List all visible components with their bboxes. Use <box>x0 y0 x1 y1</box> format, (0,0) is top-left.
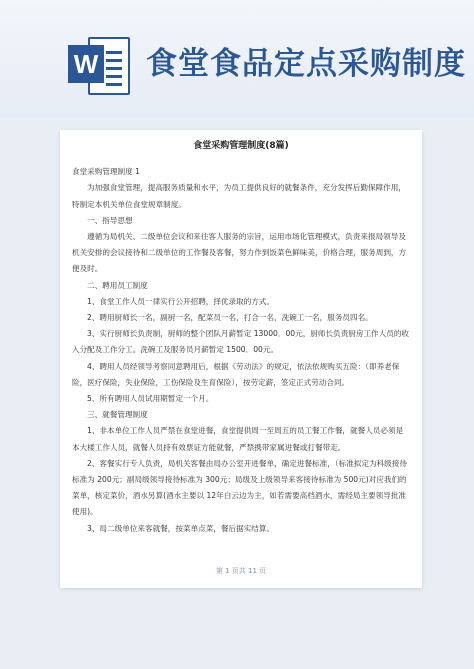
document-title: 食堂采购管理制度(8篇) <box>193 141 289 151</box>
banner-title: 食堂食品定点采购制度 <box>146 46 466 82</box>
header-banner <box>0 0 474 118</box>
word-badge: W <box>68 45 104 83</box>
section-heading: 三、就餐管理制度 <box>87 410 148 420</box>
section-heading: 一、指导思想 <box>87 215 133 225</box>
paragraph: 为加强食堂管理，提高服务质量和水平，为员工提供良好的就餐条件，充分发挥后勤保障作用，特制定本机关单位食堂规章制度。 <box>72 183 406 209</box>
paragraph: 3、局二级单位来客就餐，按菜单点菜，餐后据实结算。 <box>87 523 275 533</box>
document-content <box>72 138 410 537</box>
paragraph: 5、所有聘用人员试用期暂定一个月。 <box>87 394 214 404</box>
paragraph-list <box>72 164 410 537</box>
word-document-icon <box>68 33 128 95</box>
page-indicator: 第 1 页共 11 页 <box>215 567 267 575</box>
paragraph: 4、聘用人员经领导考察同意聘用后，根据《劳动法》的规定，依法依规购买五险：（即养老保险，医疗保险，失业保险，工伤保险及生育保险），按劳定薪，签定正式劳动合同。 <box>72 361 400 387</box>
paragraph: 1、食堂工作人员一律实行公开招聘，择优录取的方式。 <box>87 296 275 306</box>
paragraph: 遵循为局机关、二级单位会议和来往客人服务的宗旨，运用市场化管理模式，负责来报局领导及机关安排的会议接待和二级单位的工作餐及客餐，努力作到饭菜色鲜味美，价格合理，服务周到，方便及时。 <box>72 232 407 274</box>
paragraph: 1、非本单位工作人员严禁在食堂进餐，食堂提供周一至周五的员工餐工作餐，就餐人员必须是本大楼工作人员，就餐人员持有效票证方能就餐，严禁携带家属进餐或打餐带走。 <box>72 426 404 452</box>
paragraph: 2、聘用厨师长一名，副厨一名，配菜员一名，打合一名，洗碗工一名，服务员四名。 <box>87 313 373 323</box>
section-heading: 二、聘用员工制度 <box>87 280 148 290</box>
paragraph: 3、实行厨师长负责制，厨师的整个团队月薪暂定 13000．00元，厨师长负责厨房工作人员的收入分配及工作分工。洗碗工及服务员月薪暂定 1500．00元。 <box>72 329 410 355</box>
paragraph: 2、客餐实行专人负责，局机关客餐由局办公室开进餐单，确定进餐标准，（标准拟定为科级接待标准为 200元；副局级领导接待标准为 300元；局级及上级领导来客接待标准为 500元)对应我们的菜单，核定菜价，酒水另算(酒水主要以 12年白云边为主，如若需要高档酒水，需经局主要领导批准使用)。 <box>72 458 407 517</box>
section-heading: 食堂采购管理制度 1 <box>72 167 140 177</box>
